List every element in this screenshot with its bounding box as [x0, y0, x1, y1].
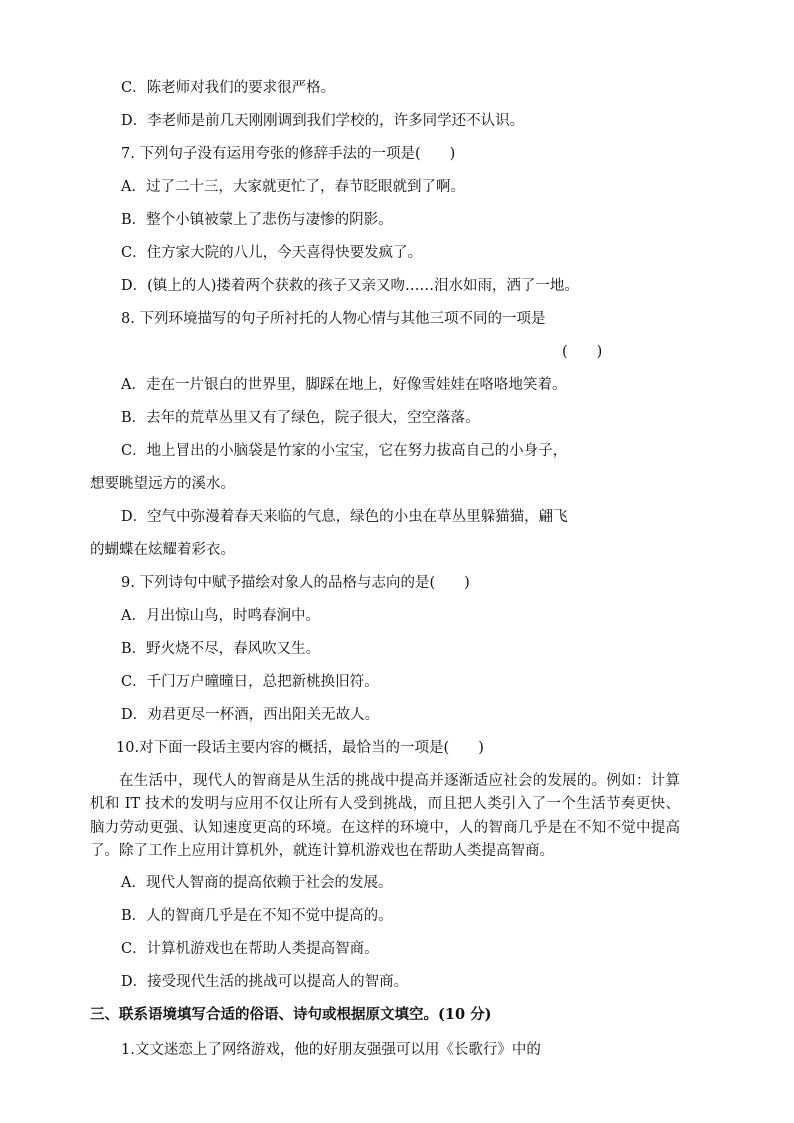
q8-option-c: C．地上冒出的小脑袋是竹家的小宝宝，它在努力拔高自己的小身子，: [121, 443, 568, 459]
q9-option-b: B．野火烧不尽，春风吹又生。: [121, 641, 321, 657]
question-10: 10.对下面一段话主要内容的概括，最恰当的一项是( ): [116, 740, 484, 756]
q9-option-c: C．千门万户曈曈日，总把新桃换旧符。: [121, 674, 379, 690]
q7-option-d: D．(镇上的人)搂着两个获救的孩子又亲又吻……泪水如雨，洒了一地。: [121, 278, 579, 294]
q10-option-a: A．现代人智商的提高依赖于社会的发展。: [121, 875, 393, 891]
q8-answer-paren: ( ): [562, 344, 603, 360]
q7-option-a: A．过了二十三，大家就更忙了，春节眨眼就到了啊。: [121, 179, 465, 195]
q9-option-a: A．月出惊山鸟，时鸣春涧中。: [121, 608, 320, 624]
q8-option-b: B．去年的荒草丛里又有了绿色，院子很大，空空落落。: [121, 410, 480, 426]
q6-option-c: C．陈老师对我们的要求很严格。: [121, 80, 336, 96]
q7-option-c: C．住方家大院的八儿，今天喜得快要发疯了。: [121, 245, 423, 261]
section-3-question-1: 1.文文迷恋上了网络游戏，他的好朋友强强可以用《长歌行》中的: [121, 1042, 541, 1058]
q10-option-b: B．人的智商几乎是在不知不觉中提高的。: [121, 908, 393, 924]
q8-option-d-cont: 的蝴蝶在炫耀着彩衣。: [90, 542, 235, 558]
q10-option-d: D．接受现代生活的挑战可以提高人的智商。: [121, 974, 409, 990]
q8-option-a: A．走在一片银白的世界里，脚踩在地上，好像雪娃娃在咯咯地笑着。: [121, 377, 567, 393]
question-8: 8. 下列环境描写的句子所衬托的人物心情与其他三项不同的一项是: [121, 311, 546, 327]
q7-option-b: B．整个小镇被蒙上了悲伤与凄惨的阴影。: [121, 212, 393, 228]
q10-option-c: C．计算机游戏也在帮助人类提高智商。: [121, 941, 379, 957]
section-3-heading: 三、联系语境填写合适的俗语、诗句或根据原文填空。(10 分): [90, 1006, 492, 1023]
q8-option-c-cont: 想要眺望远方的溪水。: [90, 476, 235, 492]
q9-option-d: D．劝君更尽一杯酒，西出阳关无故人。: [121, 707, 380, 723]
question-9: 9. 下列诗句中赋予描绘对象人的品格与志向的是( ): [121, 575, 470, 591]
q8-option-d: D．空气中弥漫着春天来临的气息，绿色的小虫在草丛里躲猫猫，翩飞: [121, 509, 568, 525]
question-7: 7. 下列句子没有运用夸张的修辞手法的一项是( ): [121, 146, 456, 162]
q10-passage: 在生活中，现代人的智商是从生活的挑战中提高并逐渐适应社会的发展的。例如：计算机和 IT 技术的发明与应用不仅让所有人受到挑战，而且把人类引入了一个生活节奏更快、脑力劳动更强、认知速度更高的环境。在这样的环境中，人的智商几乎是在不知不觉中提高了。除了工作上应用计算机外，就连计算机游戏也在帮助人类提高智商。: [90, 773, 680, 859]
q6-option-d: D．李老师是前几天刚刚调到我们学校的，许多同学还不认识。: [121, 113, 525, 129]
